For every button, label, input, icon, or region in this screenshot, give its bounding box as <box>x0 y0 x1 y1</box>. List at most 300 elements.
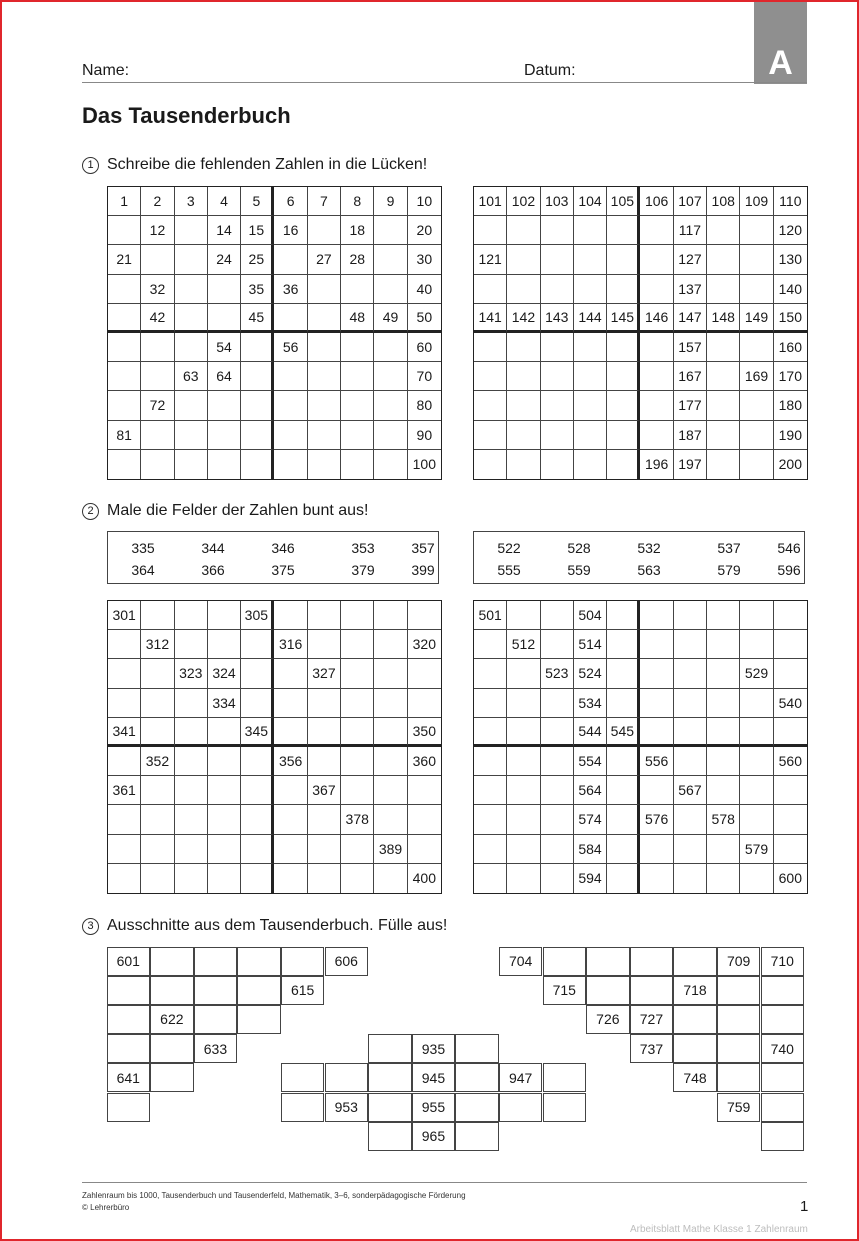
grid-cell-blank[interactable] <box>274 864 307 893</box>
grid-cell-blank[interactable] <box>374 362 407 391</box>
grid-cell-blank[interactable] <box>707 391 740 420</box>
excerpt-cell-blank[interactable] <box>455 1063 499 1092</box>
grid-cell-blank[interactable] <box>175 333 208 362</box>
grid-cell-blank[interactable] <box>607 689 640 718</box>
grid-cell-blank[interactable] <box>707 601 740 630</box>
grid-cell-blank[interactable] <box>507 805 540 834</box>
grid-cell-blank[interactable] <box>341 601 374 630</box>
grid-cell-blank[interactable] <box>674 601 707 630</box>
grid-cell-blank[interactable] <box>507 601 540 630</box>
grid-cell-blank[interactable] <box>740 333 773 362</box>
grid-cell-blank[interactable] <box>175 391 208 420</box>
grid-cell-blank[interactable] <box>774 835 807 864</box>
grid-cell-blank[interactable] <box>640 864 673 893</box>
grid-cell-blank[interactable] <box>474 362 507 391</box>
excerpt-cell-blank[interactable] <box>543 947 587 976</box>
grid-cell-blank[interactable] <box>740 245 773 274</box>
grid-cell-blank[interactable] <box>408 601 441 630</box>
grid-cell-blank[interactable] <box>208 630 241 659</box>
grid-cell-blank[interactable] <box>474 216 507 245</box>
grid-cell-blank[interactable] <box>274 805 307 834</box>
grid-cell-blank[interactable] <box>208 864 241 893</box>
grid-cell-blank[interactable] <box>374 659 407 688</box>
grid-cell-blank[interactable] <box>374 275 407 304</box>
grid-cell-blank[interactable] <box>574 421 607 450</box>
grid-cell-blank[interactable] <box>507 275 540 304</box>
grid-cell-blank[interactable] <box>308 421 341 450</box>
grid-cell-blank[interactable] <box>374 805 407 834</box>
grid-cell-blank[interactable] <box>474 835 507 864</box>
grid-cell-blank[interactable] <box>740 805 773 834</box>
grid-cell-blank[interactable] <box>308 805 341 834</box>
grid-cell-blank[interactable] <box>175 275 208 304</box>
grid-cell-blank[interactable] <box>108 216 141 245</box>
grid-cell-blank[interactable] <box>108 450 141 479</box>
grid-cell-blank[interactable] <box>108 747 141 776</box>
excerpt-cell-blank[interactable] <box>150 947 194 976</box>
excerpt-cell-blank[interactable] <box>281 947 325 976</box>
grid-cell-blank[interactable] <box>274 659 307 688</box>
excerpt-cell-blank[interactable] <box>194 1005 238 1034</box>
excerpt-cell-blank[interactable] <box>368 1063 412 1092</box>
grid-cell-blank[interactable] <box>241 362 274 391</box>
grid-cell-blank[interactable] <box>640 630 673 659</box>
grid-cell-blank[interactable] <box>374 391 407 420</box>
grid-cell-blank[interactable] <box>241 659 274 688</box>
grid-cell-blank[interactable] <box>674 805 707 834</box>
excerpt-cell-blank[interactable] <box>586 976 630 1005</box>
grid-cell-blank[interactable] <box>141 245 174 274</box>
grid-cell-blank[interactable] <box>274 391 307 420</box>
grid-cell-blank[interactable] <box>108 304 141 333</box>
grid-cell-blank[interactable] <box>740 630 773 659</box>
grid-cell-blank[interactable] <box>141 450 174 479</box>
grid-cell-blank[interactable] <box>308 304 341 333</box>
grid-cell-blank[interactable] <box>707 333 740 362</box>
grid-cell-blank[interactable] <box>141 776 174 805</box>
excerpt-cell-blank[interactable] <box>281 1063 325 1092</box>
grid-cell-blank[interactable] <box>640 601 673 630</box>
grid-cell-blank[interactable] <box>740 776 773 805</box>
grid-cell-blank[interactable] <box>574 333 607 362</box>
grid-cell-blank[interactable] <box>274 835 307 864</box>
grid-cell-blank[interactable] <box>341 362 374 391</box>
grid-cell-blank[interactable] <box>640 245 673 274</box>
grid-cell-blank[interactable] <box>607 805 640 834</box>
grid-cell-blank[interactable] <box>175 245 208 274</box>
grid-cell-blank[interactable] <box>640 216 673 245</box>
grid-cell-blank[interactable] <box>607 747 640 776</box>
grid-cell-blank[interactable] <box>507 864 540 893</box>
grid-cell-blank[interactable] <box>740 718 773 747</box>
grid-cell-blank[interactable] <box>274 601 307 630</box>
grid-cell-blank[interactable] <box>175 689 208 718</box>
grid-cell-blank[interactable] <box>408 659 441 688</box>
grid-cell-blank[interactable] <box>574 275 607 304</box>
grid-cell-blank[interactable] <box>274 718 307 747</box>
grid-cell-blank[interactable] <box>640 718 673 747</box>
grid-cell-blank[interactable] <box>175 776 208 805</box>
grid-cell-blank[interactable] <box>374 747 407 776</box>
grid-cell-blank[interactable] <box>541 333 574 362</box>
grid-cell-blank[interactable] <box>208 391 241 420</box>
grid-cell-blank[interactable] <box>374 421 407 450</box>
grid-cell-blank[interactable] <box>241 864 274 893</box>
grid-cell-blank[interactable] <box>507 391 540 420</box>
grid-cell-blank[interactable] <box>707 776 740 805</box>
excerpt-cell-blank[interactable] <box>761 1122 805 1151</box>
grid-cell-blank[interactable] <box>607 776 640 805</box>
excerpt-cell-blank[interactable] <box>673 947 717 976</box>
excerpt-cell-blank[interactable] <box>455 1122 499 1151</box>
grid-cell-blank[interactable] <box>640 421 673 450</box>
grid-cell-blank[interactable] <box>308 630 341 659</box>
grid-cell-blank[interactable] <box>141 835 174 864</box>
grid-cell-blank[interactable] <box>141 659 174 688</box>
excerpt-cell-blank[interactable] <box>543 1093 587 1122</box>
grid-cell-blank[interactable] <box>607 659 640 688</box>
grid-cell-blank[interactable] <box>640 333 673 362</box>
grid-cell-blank[interactable] <box>541 864 574 893</box>
grid-cell-blank[interactable] <box>341 718 374 747</box>
grid-cell-blank[interactable] <box>308 835 341 864</box>
grid-cell-blank[interactable] <box>774 630 807 659</box>
grid-cell-blank[interactable] <box>707 275 740 304</box>
grid-cell-blank[interactable] <box>108 864 141 893</box>
grid-cell-blank[interactable] <box>740 391 773 420</box>
grid-cell-blank[interactable] <box>241 391 274 420</box>
excerpt-cell-blank[interactable] <box>717 1063 761 1092</box>
grid-cell-blank[interactable] <box>374 601 407 630</box>
grid-cell-blank[interactable] <box>274 245 307 274</box>
excerpt-cell-blank[interactable] <box>368 1034 412 1063</box>
grid-cell-blank[interactable] <box>674 718 707 747</box>
excerpt-cell-blank[interactable] <box>761 1063 805 1092</box>
grid-cell-blank[interactable] <box>141 805 174 834</box>
grid-cell-blank[interactable] <box>507 333 540 362</box>
grid-cell-blank[interactable] <box>241 835 274 864</box>
grid-cell-blank[interactable] <box>541 421 574 450</box>
grid-cell-blank[interactable] <box>108 805 141 834</box>
grid-cell-blank[interactable] <box>108 689 141 718</box>
grid-cell-blank[interactable] <box>541 601 574 630</box>
grid-cell-blank[interactable] <box>274 421 307 450</box>
grid-cell-blank[interactable] <box>640 391 673 420</box>
excerpt-cell-blank[interactable] <box>673 1005 717 1034</box>
grid-cell-blank[interactable] <box>640 659 673 688</box>
grid-cell-blank[interactable] <box>175 630 208 659</box>
grid-cell-blank[interactable] <box>341 776 374 805</box>
grid-cell-blank[interactable] <box>674 835 707 864</box>
grid-cell-blank[interactable] <box>507 450 540 479</box>
grid-cell-blank[interactable] <box>774 776 807 805</box>
grid-cell-blank[interactable] <box>308 362 341 391</box>
grid-cell-blank[interactable] <box>507 245 540 274</box>
grid-cell-blank[interactable] <box>208 805 241 834</box>
grid-cell-blank[interactable] <box>740 421 773 450</box>
grid-cell-blank[interactable] <box>541 805 574 834</box>
excerpt-cell-blank[interactable] <box>717 1005 761 1034</box>
grid-cell-blank[interactable] <box>574 216 607 245</box>
grid-cell-blank[interactable] <box>274 362 307 391</box>
grid-cell-blank[interactable] <box>308 718 341 747</box>
grid-cell-blank[interactable] <box>607 362 640 391</box>
excerpt-cell-blank[interactable] <box>368 1093 412 1122</box>
grid-cell-blank[interactable] <box>141 864 174 893</box>
grid-cell-blank[interactable] <box>774 659 807 688</box>
grid-cell-blank[interactable] <box>108 275 141 304</box>
grid-cell-blank[interactable] <box>541 835 574 864</box>
grid-cell-blank[interactable] <box>507 421 540 450</box>
grid-cell-blank[interactable] <box>541 391 574 420</box>
grid-cell-blank[interactable] <box>707 216 740 245</box>
grid-cell-blank[interactable] <box>308 275 341 304</box>
grid-cell-blank[interactable] <box>241 450 274 479</box>
grid-cell-blank[interactable] <box>308 864 341 893</box>
grid-cell-blank[interactable] <box>674 659 707 688</box>
grid-cell-blank[interactable] <box>308 391 341 420</box>
grid-cell-blank[interactable] <box>607 450 640 479</box>
grid-cell-blank[interactable] <box>241 630 274 659</box>
excerpt-cell-blank[interactable] <box>281 1093 325 1122</box>
grid-cell-blank[interactable] <box>607 601 640 630</box>
grid-cell-blank[interactable] <box>175 421 208 450</box>
grid-cell-blank[interactable] <box>640 275 673 304</box>
grid-cell-blank[interactable] <box>341 689 374 718</box>
grid-cell-blank[interactable] <box>175 864 208 893</box>
grid-cell-blank[interactable] <box>374 776 407 805</box>
grid-cell-blank[interactable] <box>341 659 374 688</box>
grid-cell-blank[interactable] <box>408 835 441 864</box>
grid-cell-blank[interactable] <box>574 391 607 420</box>
excerpt-cell-blank[interactable] <box>325 1063 369 1092</box>
excerpt-cell-blank[interactable] <box>761 1005 805 1034</box>
grid-cell-blank[interactable] <box>541 630 574 659</box>
grid-cell-blank[interactable] <box>507 659 540 688</box>
grid-cell-blank[interactable] <box>341 630 374 659</box>
grid-cell-blank[interactable] <box>707 421 740 450</box>
grid-cell-blank[interactable] <box>341 747 374 776</box>
excerpt-cell-blank[interactable] <box>107 976 151 1005</box>
grid-cell-blank[interactable] <box>241 747 274 776</box>
grid-cell-blank[interactable] <box>640 835 673 864</box>
grid-cell-blank[interactable] <box>374 864 407 893</box>
grid-cell-blank[interactable] <box>341 275 374 304</box>
grid-cell-blank[interactable] <box>674 864 707 893</box>
grid-cell-blank[interactable] <box>740 216 773 245</box>
grid-cell-blank[interactable] <box>341 391 374 420</box>
grid-cell-blank[interactable] <box>474 864 507 893</box>
grid-cell-blank[interactable] <box>474 421 507 450</box>
grid-cell-blank[interactable] <box>208 275 241 304</box>
grid-cell-blank[interactable] <box>740 689 773 718</box>
grid-cell-blank[interactable] <box>108 333 141 362</box>
excerpt-cell-blank[interactable] <box>673 1034 717 1063</box>
grid-cell-blank[interactable] <box>574 362 607 391</box>
excerpt-cell-blank[interactable] <box>368 1122 412 1151</box>
grid-cell-blank[interactable] <box>541 245 574 274</box>
grid-cell-blank[interactable] <box>241 421 274 450</box>
grid-cell-blank[interactable] <box>474 776 507 805</box>
grid-cell-blank[interactable] <box>607 835 640 864</box>
grid-cell-blank[interactable] <box>707 718 740 747</box>
grid-cell-blank[interactable] <box>607 421 640 450</box>
grid-cell-blank[interactable] <box>208 304 241 333</box>
grid-cell-blank[interactable] <box>740 864 773 893</box>
grid-cell-blank[interactable] <box>507 689 540 718</box>
excerpt-cell-blank[interactable] <box>194 947 238 976</box>
grid-cell-blank[interactable] <box>607 245 640 274</box>
excerpt-cell-blank[interactable] <box>237 947 281 976</box>
grid-cell-blank[interactable] <box>175 835 208 864</box>
grid-cell-blank[interactable] <box>574 245 607 274</box>
excerpt-cell-blank[interactable] <box>499 1093 543 1122</box>
grid-cell-blank[interactable] <box>474 718 507 747</box>
grid-cell-blank[interactable] <box>175 216 208 245</box>
excerpt-cell-blank[interactable] <box>630 947 674 976</box>
grid-cell-blank[interactable] <box>474 659 507 688</box>
excerpt-cell-blank[interactable] <box>455 1093 499 1122</box>
grid-cell-blank[interactable] <box>175 601 208 630</box>
excerpt-cell-blank[interactable] <box>237 1005 281 1034</box>
grid-cell-blank[interactable] <box>208 601 241 630</box>
grid-cell-blank[interactable] <box>208 421 241 450</box>
grid-cell-blank[interactable] <box>241 333 274 362</box>
grid-cell-blank[interactable] <box>208 835 241 864</box>
grid-cell-blank[interactable] <box>707 835 740 864</box>
grid-cell-blank[interactable] <box>474 747 507 776</box>
grid-cell-blank[interactable] <box>141 333 174 362</box>
excerpt-cell-blank[interactable] <box>586 947 630 976</box>
grid-cell-blank[interactable] <box>774 601 807 630</box>
excerpt-cell-blank[interactable] <box>150 1034 194 1063</box>
grid-cell-blank[interactable] <box>274 304 307 333</box>
grid-cell-blank[interactable] <box>574 450 607 479</box>
grid-cell-blank[interactable] <box>241 776 274 805</box>
excerpt-cell-blank[interactable] <box>107 1093 151 1122</box>
grid-cell-blank[interactable] <box>341 835 374 864</box>
grid-cell-blank[interactable] <box>640 776 673 805</box>
grid-cell-blank[interactable] <box>474 630 507 659</box>
grid-cell-blank[interactable] <box>408 776 441 805</box>
grid-cell-blank[interactable] <box>674 689 707 718</box>
grid-cell-blank[interactable] <box>108 659 141 688</box>
grid-cell-blank[interactable] <box>740 275 773 304</box>
grid-cell-blank[interactable] <box>507 747 540 776</box>
grid-cell-blank[interactable] <box>175 747 208 776</box>
grid-cell-blank[interactable] <box>274 689 307 718</box>
grid-cell-blank[interactable] <box>541 776 574 805</box>
excerpt-cell-blank[interactable] <box>717 1034 761 1063</box>
grid-cell-blank[interactable] <box>241 805 274 834</box>
grid-cell-blank[interactable] <box>774 805 807 834</box>
grid-cell-blank[interactable] <box>707 747 740 776</box>
grid-cell-blank[interactable] <box>507 362 540 391</box>
grid-cell-blank[interactable] <box>141 718 174 747</box>
excerpt-cell-blank[interactable] <box>717 976 761 1005</box>
grid-cell-blank[interactable] <box>374 630 407 659</box>
grid-cell-blank[interactable] <box>607 275 640 304</box>
grid-cell-blank[interactable] <box>541 362 574 391</box>
grid-cell-blank[interactable] <box>740 601 773 630</box>
grid-cell-blank[interactable] <box>541 747 574 776</box>
excerpt-cell-blank[interactable] <box>455 1034 499 1063</box>
grid-cell-blank[interactable] <box>707 630 740 659</box>
grid-cell-blank[interactable] <box>507 718 540 747</box>
grid-cell-blank[interactable] <box>507 216 540 245</box>
excerpt-cell-blank[interactable] <box>150 1063 194 1092</box>
grid-cell-blank[interactable] <box>175 718 208 747</box>
grid-cell-blank[interactable] <box>141 689 174 718</box>
grid-cell-blank[interactable] <box>707 450 740 479</box>
excerpt-cell-blank[interactable] <box>150 976 194 1005</box>
excerpt-cell-blank[interactable] <box>237 976 281 1005</box>
grid-cell-blank[interactable] <box>507 835 540 864</box>
excerpt-cell-blank[interactable] <box>107 1005 151 1034</box>
grid-cell-blank[interactable] <box>707 689 740 718</box>
grid-cell-blank[interactable] <box>640 362 673 391</box>
grid-cell-blank[interactable] <box>341 421 374 450</box>
grid-cell-blank[interactable] <box>474 450 507 479</box>
grid-cell-blank[interactable] <box>308 450 341 479</box>
grid-cell-blank[interactable] <box>541 216 574 245</box>
grid-cell-blank[interactable] <box>474 275 507 304</box>
grid-cell-blank[interactable] <box>707 245 740 274</box>
grid-cell-blank[interactable] <box>341 333 374 362</box>
grid-cell-blank[interactable] <box>740 747 773 776</box>
grid-cell-blank[interactable] <box>640 689 673 718</box>
excerpt-cell-blank[interactable] <box>107 1034 151 1063</box>
grid-cell-blank[interactable] <box>274 450 307 479</box>
grid-cell-blank[interactable] <box>474 805 507 834</box>
grid-cell-blank[interactable] <box>308 747 341 776</box>
grid-cell-blank[interactable] <box>308 216 341 245</box>
grid-cell-blank[interactable] <box>607 864 640 893</box>
grid-cell-blank[interactable] <box>141 601 174 630</box>
grid-cell-blank[interactable] <box>707 659 740 688</box>
grid-cell-blank[interactable] <box>607 391 640 420</box>
grid-cell-blank[interactable] <box>108 835 141 864</box>
grid-cell-blank[interactable] <box>607 216 640 245</box>
grid-cell-blank[interactable] <box>541 689 574 718</box>
grid-cell-blank[interactable] <box>341 864 374 893</box>
grid-cell-blank[interactable] <box>674 747 707 776</box>
grid-cell-blank[interactable] <box>108 630 141 659</box>
grid-cell-blank[interactable] <box>374 216 407 245</box>
grid-cell-blank[interactable] <box>308 333 341 362</box>
grid-cell-blank[interactable] <box>541 450 574 479</box>
grid-cell-blank[interactable] <box>308 601 341 630</box>
grid-cell-blank[interactable] <box>707 864 740 893</box>
grid-cell-blank[interactable] <box>374 718 407 747</box>
excerpt-cell-blank[interactable] <box>630 976 674 1005</box>
excerpt-cell-blank[interactable] <box>761 1093 805 1122</box>
grid-cell-blank[interactable] <box>507 776 540 805</box>
grid-cell-blank[interactable] <box>208 450 241 479</box>
grid-cell-blank[interactable] <box>175 304 208 333</box>
grid-cell-blank[interactable] <box>208 776 241 805</box>
excerpt-cell-blank[interactable] <box>761 976 805 1005</box>
grid-cell-blank[interactable] <box>374 245 407 274</box>
excerpt-cell-blank[interactable] <box>543 1063 587 1092</box>
grid-cell-blank[interactable] <box>408 805 441 834</box>
grid-cell-blank[interactable] <box>208 747 241 776</box>
grid-cell-blank[interactable] <box>108 391 141 420</box>
grid-cell-blank[interactable] <box>374 450 407 479</box>
grid-cell-blank[interactable] <box>175 805 208 834</box>
grid-cell-blank[interactable] <box>341 450 374 479</box>
grid-cell-blank[interactable] <box>141 362 174 391</box>
